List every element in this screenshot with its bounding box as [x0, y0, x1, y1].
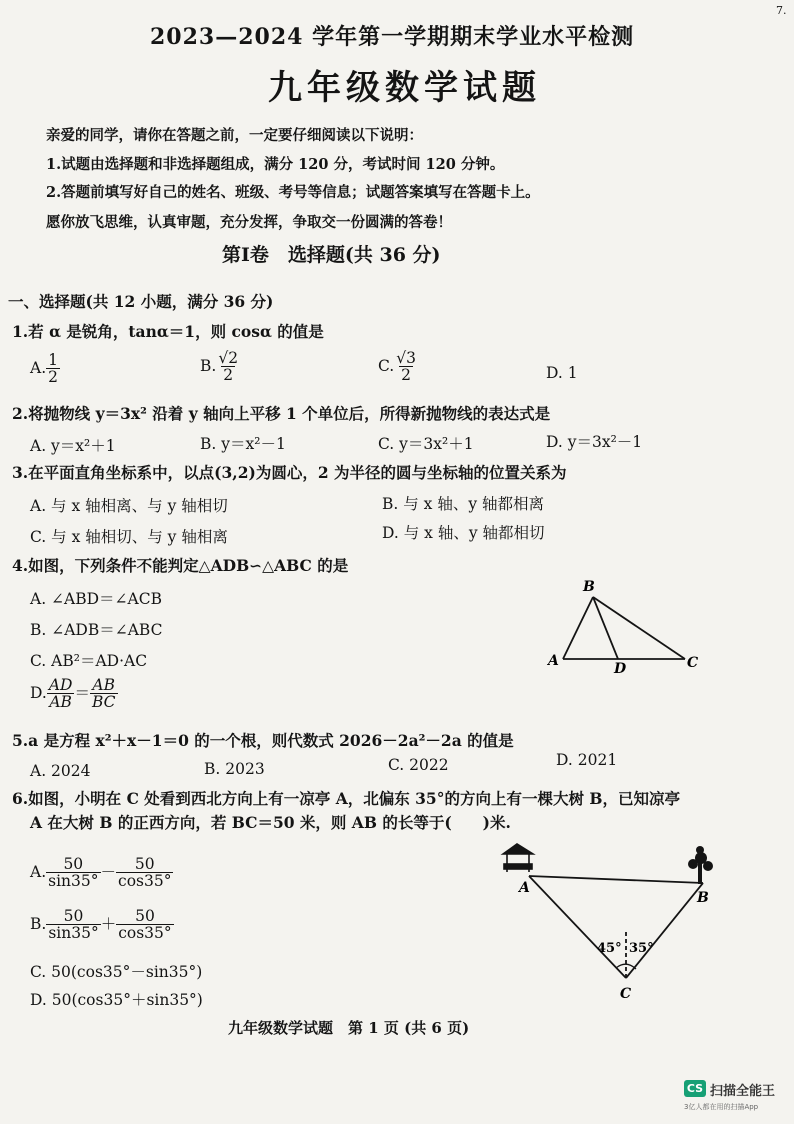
- question-5-option-a: A. 2024: [30, 762, 91, 780]
- question-3-option-b: B. 与 x 轴、y 轴都相离: [382, 495, 545, 513]
- section-title: 第Ⅰ卷 选择题(共 36 分): [222, 244, 441, 266]
- intro-line-1: 亲爱的同学，请你在答题之前，一定要仔细阅读以下说明：: [46, 127, 423, 144]
- vertex-label-a: A: [548, 653, 559, 669]
- point-label-b: B: [697, 890, 709, 906]
- exam-title: 2023—2024 学年第一学期期末学业水平检测: [150, 24, 635, 50]
- question-2-option-b: B. y＝x²－1: [200, 435, 286, 453]
- point-label-a: A: [519, 880, 530, 896]
- question-4-option-d: D. $\frac{AD}{AB}$ ＝ $\frac{AB}{BC}$: [30, 676, 116, 712]
- question-6-option-b: B. $\frac{50}{\sin 35^\circ}$ ＋ $\frac{50}{\cos 35^\circ}$: [30, 907, 172, 943]
- question-3-option-c: C. 与 x 轴相切、与 y 轴相离: [30, 528, 228, 546]
- angle-label-35: 35°: [629, 941, 654, 956]
- intro-line-4: 愿你放飞思维，认真审题，充分发挥，争取交一份圆满的答卷！: [46, 214, 452, 231]
- edge-ab: [563, 597, 593, 659]
- pavilion-icon: [503, 844, 533, 872]
- exam-subtitle: 九年级数学试题: [268, 68, 541, 108]
- vertex-label-b: B: [583, 579, 595, 595]
- question-3-stem: 3.在平面直角坐标系中，以点(3,2)为圆心，2 为半径的圆与坐标轴的位置关系为: [12, 463, 567, 482]
- question-3-option-a: A. 与 x 轴相离、与 y 轴相切: [30, 497, 228, 515]
- page-corner-mark: 7.: [776, 4, 787, 17]
- edge-bc: [593, 597, 685, 659]
- vertex-label-c: C: [687, 655, 699, 671]
- question-1-option-c: C. $\frac{√3}{2}$: [378, 349, 416, 385]
- question-1-option-d: D. 1: [546, 364, 578, 382]
- intro-line-2: 1.试题由选择题和非选择题组成，满分 120 分，考试时间 120 分钟。: [46, 156, 505, 173]
- question-2-option-a: A. y＝x²＋1: [30, 437, 116, 455]
- question-3-option-d: D. 与 x 轴、y 轴都相切: [382, 524, 545, 542]
- intro-line-3: 2.答题前填写好自己的姓名、班级、考号等信息；试题答案填写在答题卡上。: [46, 184, 540, 201]
- segment-ac: [529, 876, 626, 978]
- point-label-c: C: [620, 986, 632, 1002]
- page-footer: 九年级数学试题 第 1 页 (共 6 页): [228, 1019, 470, 1037]
- question-6-stem-line-1: 6.如图，小明在 C 处看到西北方向上有一凉亭 A，北偏东 35°的方向上有一棵大树 B，已知凉亭: [12, 789, 680, 808]
- angle-label-45: 45°: [597, 941, 622, 956]
- camscanner-logo-icon: CS: [684, 1080, 706, 1097]
- scanner-tagline: 3亿人都在用的扫描App: [684, 1103, 759, 1111]
- question-1-option-b: B. $\frac{√2}{2}$: [200, 349, 239, 385]
- question-2-stem: 2.将抛物线 y＝3x² 沿着 y 轴向上平移 1 个单位后，所得新抛物线的表达式是: [12, 404, 551, 423]
- question-4-stem: 4.如图，下列条件不能判定△ADB∽△ABC 的是: [12, 556, 349, 575]
- question-1-stem: 1.若 α 是锐角，tanα＝1，则 cosα 的值是: [12, 322, 324, 341]
- question-4-option-c: C. AB²＝AD·AC: [30, 652, 148, 670]
- question-6-option-a: A. $\frac{50}{\sin 35^\circ}$ － $\frac{50}{\cos 35^\circ}$: [30, 855, 172, 891]
- vertex-label-d: D: [614, 661, 627, 675]
- triangle-figure: [540, 575, 710, 675]
- question-5-option-b: B. 2023: [204, 760, 265, 778]
- segment-bc: [626, 883, 703, 978]
- segment-ab: [529, 876, 703, 883]
- tree-icon: [688, 846, 713, 884]
- question-6-option-d: D. 50(cos35°＋sin35°): [30, 991, 203, 1009]
- question-6-option-c: C. 50(cos35°－sin35°): [30, 963, 203, 981]
- question-5-option-c: C. 2022: [388, 756, 449, 774]
- question-4-option-a: A. ∠ABD＝∠ACB: [30, 590, 162, 608]
- question-2-option-d: D. y＝3x²－1: [546, 433, 643, 451]
- question-6-stem-line-2: A 在大树 B 的正西方向，若 BC＝50 米，则 AB 的长等于( )米.: [30, 813, 511, 832]
- question-5-stem: 5.a 是方程 x²＋x－1＝0 的一个根，则代数式 2026－2a²－2a 的值是: [12, 731, 514, 750]
- question-4-option-b: B. ∠ADB＝∠ABC: [30, 621, 163, 639]
- scanner-app-name: 扫描全能王: [710, 1084, 776, 1099]
- part-title: 一、选择题(共 12 小题，满分 36 分): [8, 292, 274, 311]
- question-5-option-d: D. 2021: [556, 751, 618, 769]
- pavilion-tree-figure: [495, 840, 725, 1005]
- question-1-option-a: A. $\frac{1}{2}$: [30, 351, 58, 387]
- question-2-option-c: C. y＝3x²＋1: [378, 435, 474, 453]
